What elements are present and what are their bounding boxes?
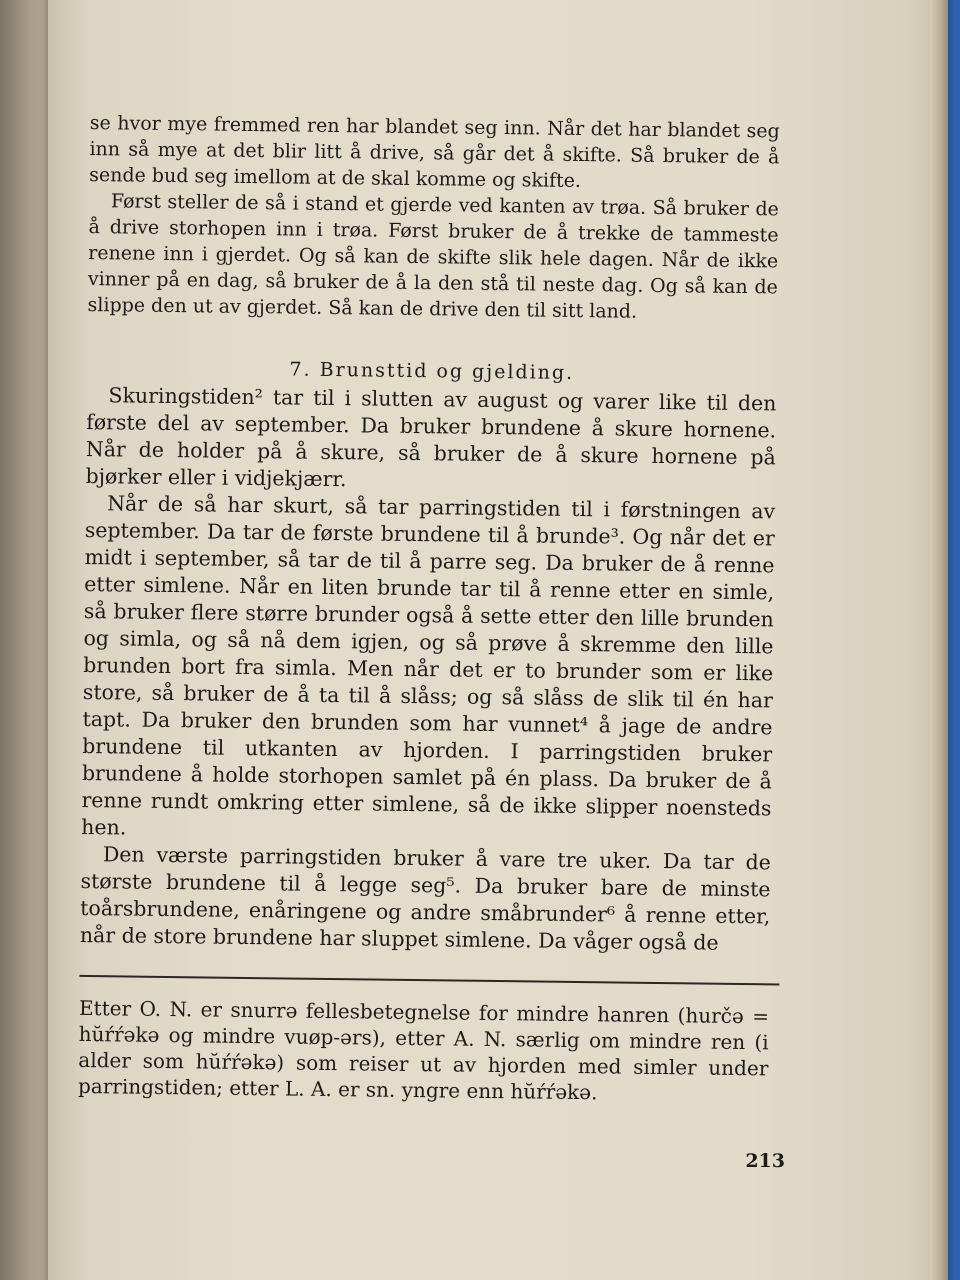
footnote-text: Etter O. N. er snurrə fellesbetegnelse for mindre hanren (hurčə = hŭŕŕəkə og mindre vuøp-ərs), etter A. N. særlig om mindre ren (i alder som hŭŕŕəkə) som reiser ut av hjorden med simler under parringstiden; etter L. A. er sn. yngre enn hŭŕŕəkə. — [77, 995, 770, 1105]
page-number: 213 — [745, 1150, 785, 1172]
footnote-block — [78, 995, 769, 1107]
paragraph: Skuringstiden² tar til i slutten av august og varer like til den første del av september. Da bruker brundene å skure hornene. Når de holder på å skure, så bruker de å skure hornene på bjørker eller i vidjekjærr. — [85, 383, 777, 492]
paragraph-continuation: se hvor mye fremmed ren har blandet seg inn. Når det har blandet seg inn så mye at det blir litt å drive, så går det å skifte. Så bruker de å sende bud seg imellom at de skal komme og skifte. — [89, 111, 780, 193]
page-text — [78, 110, 780, 1107]
paragraph: Først steller de så i stand et gjerde ved kanten av trøa. Så bruker de å drive storhopen inn i trøa. Først bruker de å trekke de tammeste renene inn i gjerdet. Og så kan de skifte slik hele dagen. Når de ikke vinner på en dag, så bruker de å la den stå til neste dag. Og så kan de slippe den ut av gjerdet. Så kan de drive den til sitt land. — [87, 190, 779, 323]
page-stack-edge — [930, 0, 948, 1280]
footnote-divider — [79, 975, 779, 986]
section-heading: 7. Brunsttid og gjelding. — [289, 358, 575, 384]
paragraph: Den værste parringstiden bruker å vare tre uker. Da tar de største brundene til å legge seg⁵. Da bruker bare de minste toårsbrundene, enåringene og andre småbrunder⁶ å renne etter, når de store brundene har sluppet simlene. Da våger også de — [79, 842, 772, 955]
paragraph: Når de så har skurt, så tar parringstiden til i førstningen av september. Da tar de første brundene til å brunde³. Og når det er midt i september, så tar de til å parre seg. Da bruker de å renne etter simlene. Når en liten brunde tar til å renne etter en simle, så bruker flere større brunder også å sette etter den lille brunden og simla, og så nå dem igjen, og så prøve å skremme den lille brunden bort fra simla. Men når det er to brunder som er like store, så bruker de å ta til å slåss; og så slåss de slik til én har tapt. Da bruker den brunden som har vunnet⁴ å jage de andre brundene til utkanten av hjorden. I parringstiden bruker brundene å holde storhopen samlet på én plass. Da bruker de å renne rundt omkring etter simlene, så de ikke slipper noensteds hen. — [81, 491, 776, 840]
